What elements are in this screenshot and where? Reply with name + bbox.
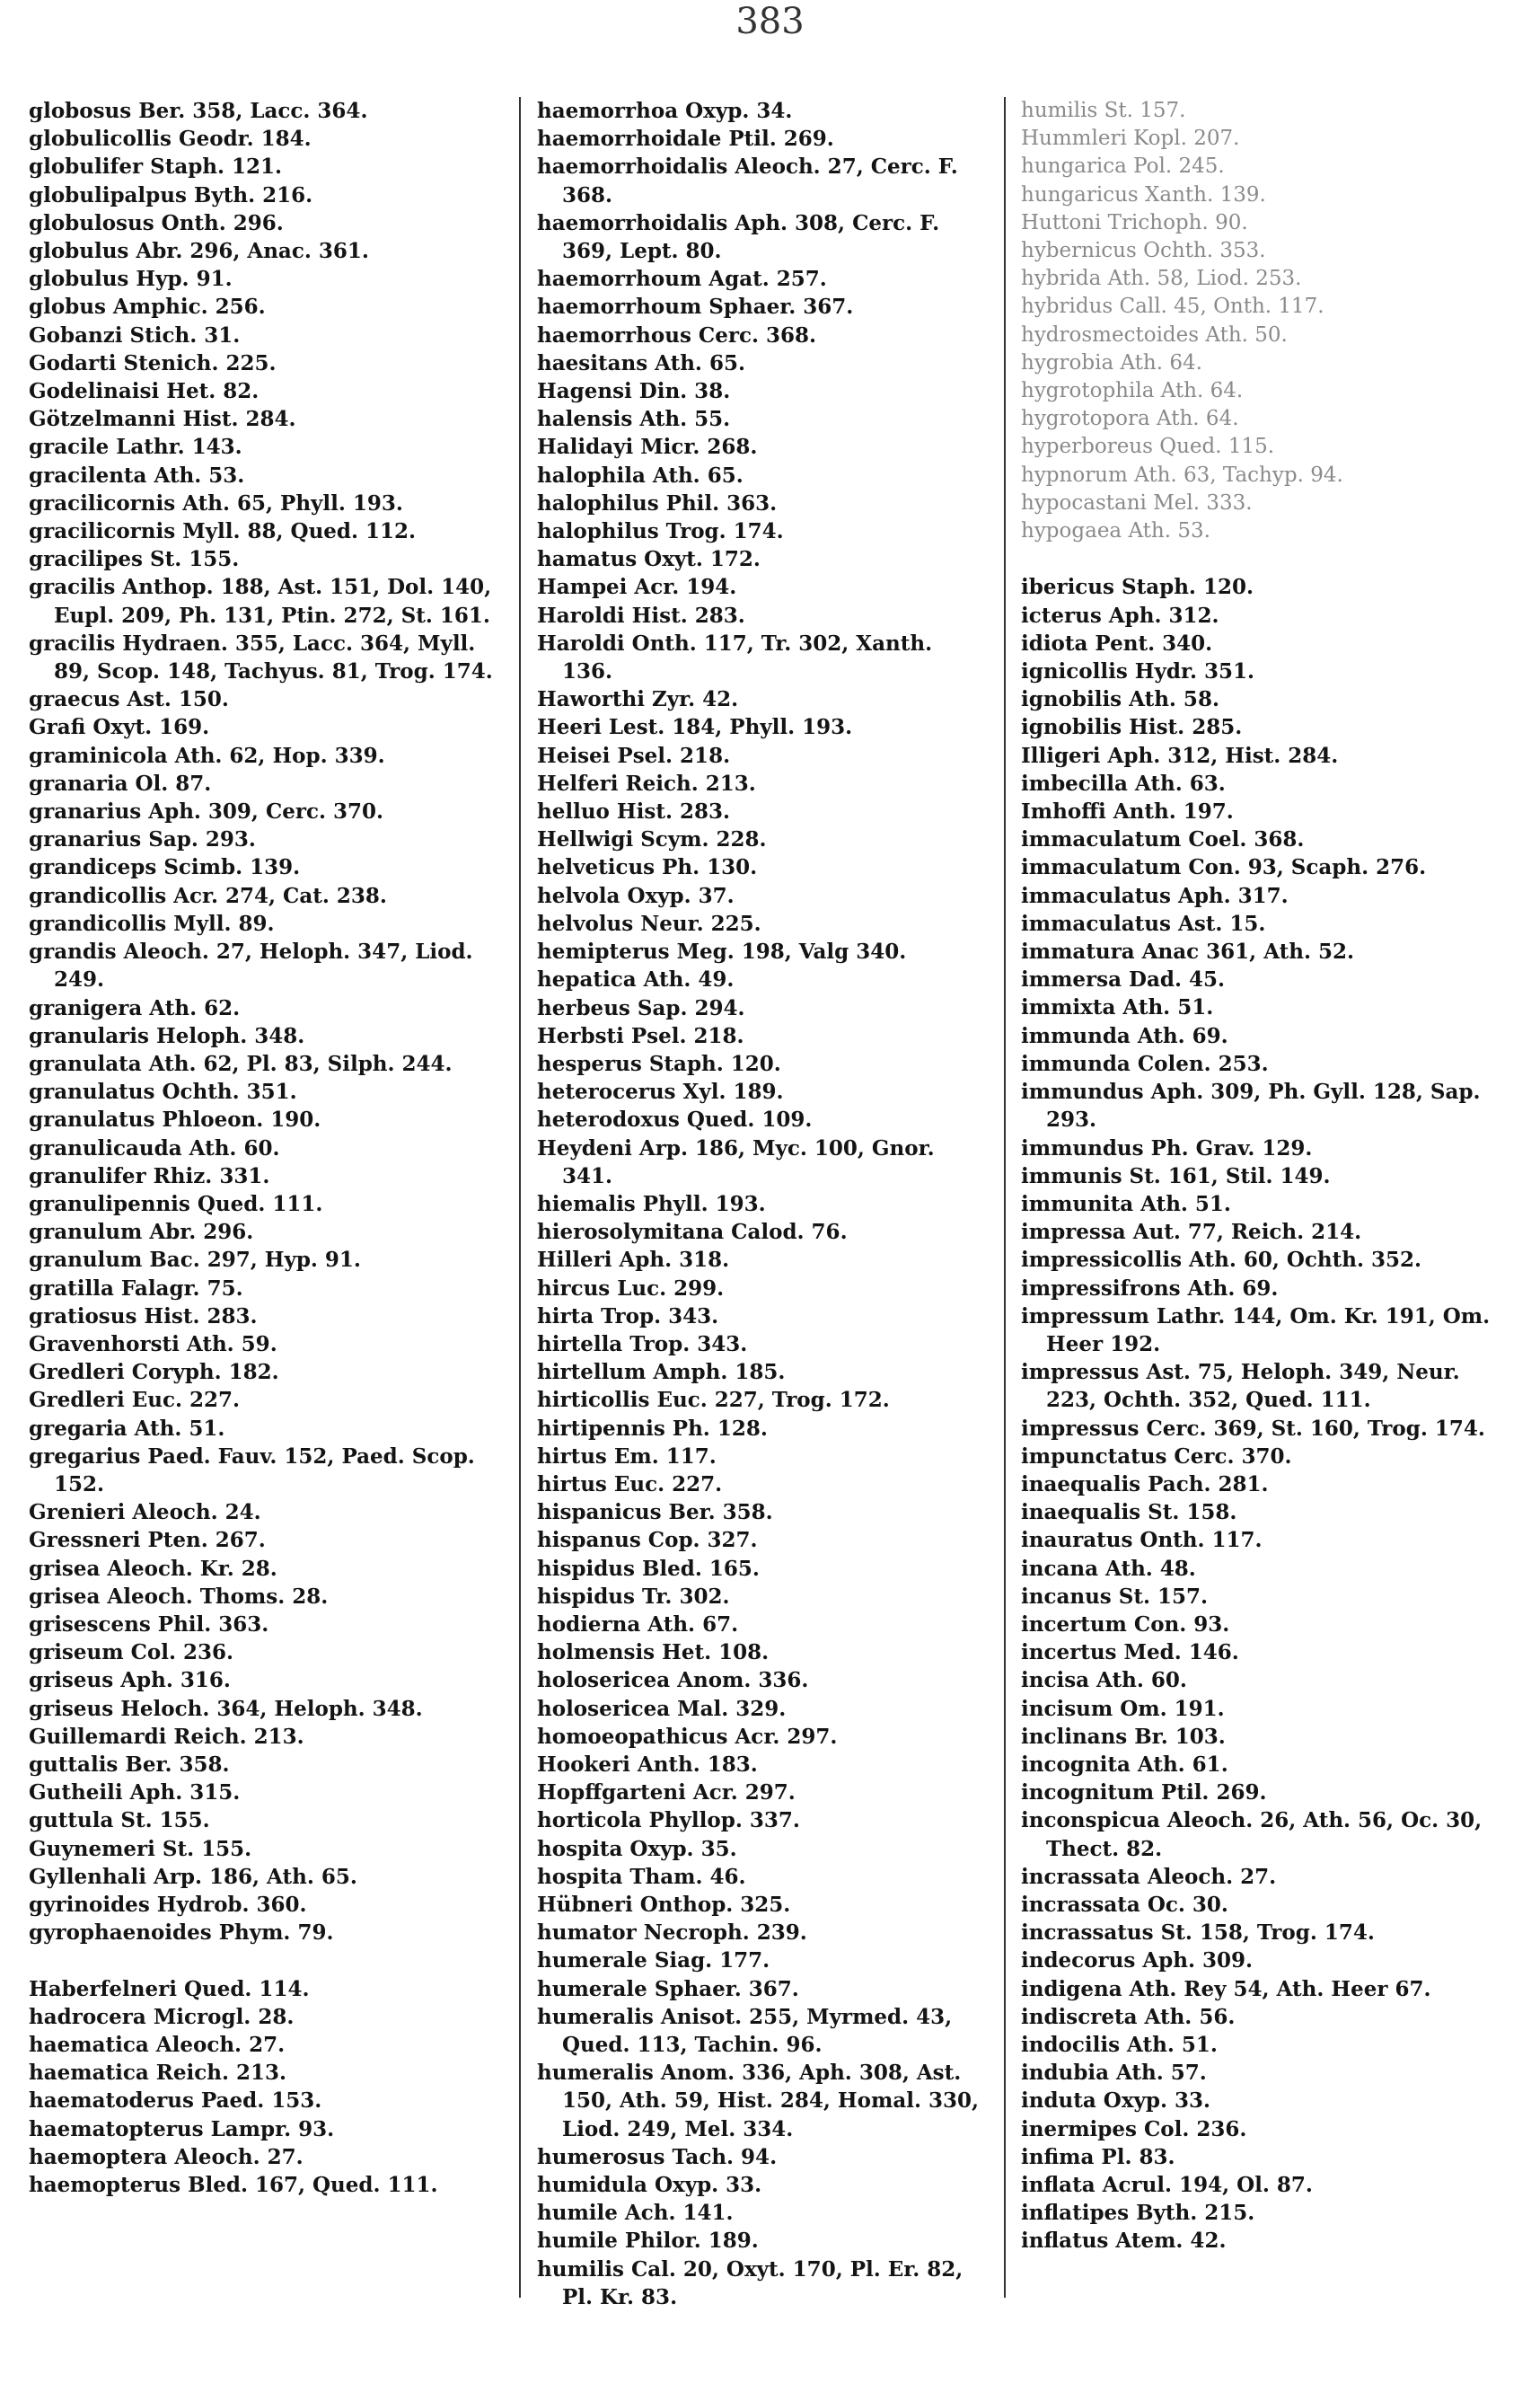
index-entry: globulus Abr. 296, Anac. 361. bbox=[29, 239, 369, 264]
index-entry: globus Amphic. 256. bbox=[29, 295, 266, 320]
section-gap bbox=[1021, 545, 1515, 573]
index-entry: halophila Ath. 65. bbox=[537, 463, 744, 488]
index-entry: holosericea Mal. 329. bbox=[537, 1696, 787, 1721]
index-entry: herbeus Sap. 294. bbox=[537, 995, 745, 1020]
index-entry: heterocerus Xyl. 189. bbox=[537, 1080, 784, 1105]
index-entry: Grenieri Aleoch. 24. bbox=[29, 1500, 261, 1525]
index-entry: imbecilla Ath. 63. bbox=[1021, 771, 1226, 796]
index-entry: haemorrhoa Oxyp. 34. bbox=[537, 99, 793, 123]
index-entry: graminicola Ath. 62, Hop. 339. bbox=[29, 743, 385, 768]
index-entry: humile Ach. 141. bbox=[537, 2201, 734, 2226]
column-divider bbox=[519, 97, 521, 2298]
index-entry: Godarti Stenich. 225. bbox=[29, 350, 277, 375]
index-entry: impunctatus Cerc. 370. bbox=[1021, 1443, 1292, 1469]
index-entry: immersa Dad. 45. bbox=[1021, 967, 1225, 993]
index-entry: indiscreta Ath. 56. bbox=[1021, 2004, 1236, 2029]
index-entry: Halidayi Micr. 268. bbox=[537, 435, 758, 460]
index-entry: indecorus Aph. 309. bbox=[1021, 1948, 1253, 1973]
index-entry: incertus Med. 146. bbox=[1021, 1640, 1239, 1665]
index-entry: immaculatus Ast. 15. bbox=[1021, 911, 1266, 936]
index-entry: humilis St. 157. bbox=[1021, 99, 1186, 122]
index-entry: guttula St. 155. bbox=[29, 1808, 210, 1833]
index-entry: Haworthi Zyr. 42. bbox=[537, 687, 739, 712]
index-entry: horticola Phyllop. 337. bbox=[537, 1808, 800, 1833]
index-entry: impressifrons Ath. 69. bbox=[1021, 1276, 1279, 1301]
index-entry: inaequalis Pach. 281. bbox=[1021, 1471, 1269, 1496]
column-divider bbox=[1004, 97, 1006, 2298]
index-entry: hospita Oxyp. 35. bbox=[537, 1836, 737, 1861]
index-entry: Gressneri Pten. 267. bbox=[29, 1528, 266, 1553]
index-entry: Hellwigi Scym. 228. bbox=[537, 827, 767, 852]
index-entry: heterodoxus Qued. 109. bbox=[537, 1108, 813, 1133]
index-entry: Hübneri Onthop. 325. bbox=[537, 1893, 791, 1917]
section-gap bbox=[29, 1946, 509, 1974]
index-entry: gyrinoides Hydrob. 360. bbox=[29, 1893, 307, 1917]
index-entry: ibericus Staph. 120. bbox=[1021, 575, 1254, 600]
index-entry: hispidus Tr. 302. bbox=[537, 1584, 730, 1609]
index-entry: gracilenta Ath. 53. bbox=[29, 463, 245, 488]
index-entry: haemorrhoidale Ptil. 269. bbox=[537, 127, 834, 152]
index-entry: Gutheili Aph. 315. bbox=[29, 1780, 241, 1805]
index-entry: holmensis Het. 108. bbox=[537, 1640, 770, 1665]
index-entry: hemipterus Meg. 198, Valg 340. bbox=[537, 940, 907, 965]
index-entry: halophilus Phil. 363. bbox=[537, 490, 778, 516]
index-entry: hyperboreus Qued. 115. bbox=[1021, 435, 1275, 459]
index-entry: granarius Sap. 293. bbox=[29, 827, 256, 852]
index-entry: indocilis Ath. 51. bbox=[1021, 2033, 1218, 2057]
index-entry: Guillemardi Reich. 213. bbox=[29, 1724, 304, 1749]
index-entry: impressicollis Ath. 60, Ochth. 352. bbox=[1021, 1248, 1422, 1273]
index-entry: granulipennis Qued. 111. bbox=[29, 1191, 323, 1216]
index-entry: hodierna Ath. 67. bbox=[537, 1611, 739, 1637]
index-entry: inconspicua Aleoch. 26, Ath. 56, Oc. 30, Thect. 82. bbox=[1021, 1808, 1483, 1861]
index-entry: granarius Aph. 309, Cerc. 370. bbox=[29, 799, 384, 825]
index-entry: humerale Sphaer. 367. bbox=[537, 1976, 799, 2001]
index-entry: hybernicus Ochth. 353. bbox=[1021, 239, 1266, 263]
index-entry: ignicollis Hydr. 351. bbox=[1021, 659, 1255, 684]
index-entry: hospita Tham. 46. bbox=[537, 1864, 746, 1889]
index-entry: Hopffgarteni Acr. 297. bbox=[537, 1780, 796, 1805]
index-entry: Helferi Reich. 213. bbox=[537, 771, 756, 796]
index-entry: Illigeri Aph. 312, Hist. 284. bbox=[1021, 743, 1339, 768]
index-entry: haemorrhoidalis Aph. 308, Cerc. F. 369, Lept. 80. bbox=[537, 210, 940, 264]
index-entry: haemorrhoum Agat. 257. bbox=[537, 267, 827, 292]
index-entry: haemorrhous Cerc. 368. bbox=[537, 322, 817, 348]
index-entry: humile Philor. 189. bbox=[537, 2229, 759, 2254]
index-entry: grandis Aleoch. 27, Heloph. 347, Liod. 249. bbox=[29, 940, 473, 993]
index-entry: hamatus Oxyt. 172. bbox=[537, 547, 761, 572]
index-entry: guttalis Ber. 358. bbox=[29, 1752, 230, 1777]
index-entry: granigera Ath. 62. bbox=[29, 995, 241, 1020]
page-number: 383 bbox=[735, 1, 805, 42]
index-entry: hiemalis Phyll. 193. bbox=[537, 1191, 766, 1216]
index-entry: immunita Ath. 51. bbox=[1021, 1191, 1231, 1216]
index-entry: impressus Ast. 75, Heloph. 349, Neur. 223, Ochth. 352, Qued. 111. bbox=[1021, 1360, 1460, 1413]
index-entry: induta Oxyp. 33. bbox=[1021, 2088, 1211, 2114]
index-entry: incognitum Ptil. 269. bbox=[1021, 1780, 1267, 1805]
index-entry: grisea Aleoch. Thoms. 28. bbox=[29, 1584, 329, 1609]
index-entry: griseus Aph. 316. bbox=[29, 1668, 231, 1693]
index-entry: Gobanzi Stich. 31. bbox=[29, 322, 241, 348]
index-entry: gracile Lathr. 143. bbox=[29, 435, 242, 460]
index-entry: gyrophaenoides Phym. 79. bbox=[29, 1920, 334, 1946]
index-entry: homoeopathicus Acr. 297. bbox=[537, 1724, 838, 1749]
index-entry: Haroldi Hist. 283. bbox=[537, 603, 745, 628]
index-entry: Gravenhorsti Ath. 59. bbox=[29, 1331, 277, 1356]
index-entry: hirticollis Euc. 227, Trog. 172. bbox=[537, 1388, 890, 1413]
index-entry: humerosus Tach. 94. bbox=[537, 2144, 778, 2169]
index-entry: gregaria Ath. 51. bbox=[29, 1416, 225, 1441]
index-entry: incisa Ath. 60. bbox=[1021, 1668, 1187, 1693]
index-entry: gregarius Paed. Fauv. 152, Paed. Scop. 152. bbox=[29, 1443, 475, 1496]
index-entry: hispanicus Ber. 358. bbox=[537, 1500, 773, 1525]
index-entry: indubia Ath. 57. bbox=[1021, 2061, 1207, 2086]
index-entry: granulum Bac. 297, Hyp. 91. bbox=[29, 1248, 361, 1273]
index-entry: infima Pl. 83. bbox=[1021, 2144, 1175, 2169]
index-entry: immaculatus Aph. 317. bbox=[1021, 883, 1289, 908]
index-entry: Haberfelneri Qued. 114. bbox=[29, 1976, 310, 2001]
index-entry: gracilicornis Ath. 65, Phyll. 193. bbox=[29, 490, 403, 516]
index-entry: globulifer Staph. 121. bbox=[29, 154, 283, 180]
index-column-3 bbox=[1021, 97, 1515, 2255]
index-entry: incisum Om. 191. bbox=[1021, 1696, 1225, 1721]
index-entry: hirtipennis Ph. 128. bbox=[537, 1416, 768, 1441]
index-entry: Hagensi Din. 38. bbox=[537, 379, 731, 404]
index-entry: impressus Cerc. 369, St. 160, Trog. 174. bbox=[1021, 1416, 1485, 1441]
index-entry: hirtella Trop. 343. bbox=[537, 1331, 748, 1356]
index-entry: inflatus Atem. 42. bbox=[1021, 2229, 1227, 2254]
index-entry: Haroldi Onth. 117, Tr. 302, Xanth. 136. bbox=[537, 631, 933, 684]
index-entry: humerale Siag. 177. bbox=[537, 1948, 770, 1973]
index-entry: granaria Ol. 87. bbox=[29, 771, 212, 796]
index-entry: grandiceps Scimb. 139. bbox=[29, 855, 301, 880]
index-entry: incrassata Oc. 30. bbox=[1021, 1892, 1228, 1917]
index-entry: gracilicornis Myll. 88, Qued. 112. bbox=[29, 519, 417, 544]
index-entry: inaequalis St. 158. bbox=[1021, 1500, 1237, 1525]
index-entry: hircus Luc. 299. bbox=[537, 1276, 725, 1301]
index-entry: helveticus Ph. 130. bbox=[537, 855, 758, 880]
index-entry: halensis Ath. 55. bbox=[537, 407, 731, 432]
index-entry: grandicollis Acr. 274, Cat. 238. bbox=[29, 883, 387, 908]
index-entry: Guynemeri St. 155. bbox=[29, 1836, 252, 1861]
index-entry: granulifer Rhiz. 331. bbox=[29, 1163, 270, 1188]
index-entry: Gredleri Euc. 227. bbox=[29, 1388, 240, 1413]
index-entry: inclinans Br. 103. bbox=[1021, 1724, 1226, 1749]
index-entry: grisea Aleoch. Kr. 28. bbox=[29, 1556, 277, 1581]
index-entry: graecus Ast. 150. bbox=[29, 687, 229, 712]
index-entry: haemorrhoidalis Aleoch. 27, Cerc. F. 368. bbox=[537, 154, 958, 207]
index-entry: hirtellum Amph. 185. bbox=[537, 1360, 786, 1385]
index-entry: granularis Heloph. 348. bbox=[29, 1023, 305, 1048]
index-entry: inflata Acrul. 194, Ol. 87. bbox=[1021, 2173, 1313, 2198]
index-entry: globulosus Onth. 296. bbox=[29, 210, 284, 235]
index-entry: Hummleri Kopl. 207. bbox=[1021, 127, 1240, 151]
index-entry: haematopterus Lampr. 93. bbox=[29, 2116, 335, 2141]
index-entry: hungaricus Xanth. 139. bbox=[1021, 182, 1266, 207]
index-entry: humilis Cal. 20, Oxyt. 170, Pl. Er. 82, Pl. Kr. 83. bbox=[537, 2256, 964, 2309]
index-entry: halophilus Trog. 174. bbox=[537, 519, 784, 544]
index-entry: hybrida Ath. 58, Liod. 253. bbox=[1021, 267, 1302, 291]
index-entry: grandicollis Myll. 89. bbox=[29, 911, 275, 936]
index-entry: hygrobia Ath. 64. bbox=[1021, 350, 1202, 375]
index-entry: haemopterus Bled. 167, Qued. 111. bbox=[29, 2173, 438, 2198]
index-entry: hybridus Call. 45, Onth. 117. bbox=[1021, 295, 1324, 319]
index-entry: grisescens Phil. 363. bbox=[29, 1611, 269, 1637]
index-entry: Götzelmanni Hist. 284. bbox=[29, 407, 296, 432]
index-entry: Heydeni Arp. 186, Myc. 100, Gnor. 341. bbox=[537, 1135, 935, 1188]
index-entry: immunda Colen. 253. bbox=[1021, 1051, 1269, 1076]
index-entry: indigena Ath. Rey 54, Ath. Heer 67. bbox=[1021, 1976, 1431, 2001]
index-entry: gracilipes St. 155. bbox=[29, 547, 240, 572]
index-entry: Gyllenhali Arp. 186, Ath. 65. bbox=[29, 1864, 357, 1889]
index-entry: hydrosmectoides Ath. 50. bbox=[1021, 322, 1288, 347]
index-entry: idiota Pent. 340. bbox=[1021, 631, 1213, 656]
index-entry: hispanus Cop. 327. bbox=[537, 1528, 758, 1553]
index-entry: humator Necroph. 239. bbox=[537, 1920, 807, 1946]
index-entry: haemorrhoum Sphaer. 367. bbox=[537, 295, 854, 320]
index-entry: hygrotopora Ath. 64. bbox=[1021, 407, 1239, 431]
index-entry: hesperus Staph. 120. bbox=[537, 1051, 781, 1076]
index-entry: globulus Hyp. 91. bbox=[29, 267, 233, 292]
index-entry: immaculatum Con. 93, Scaph. 276. bbox=[1021, 855, 1427, 880]
index-entry: globulicollis Geodr. 184. bbox=[29, 127, 312, 152]
index-entry: hungarica Pol. 245. bbox=[1021, 154, 1225, 179]
index-entry: Heisei Psel. 218. bbox=[537, 743, 731, 768]
index-entry: Hookeri Anth. 183. bbox=[537, 1752, 758, 1777]
index-column-2 bbox=[537, 97, 986, 2311]
index-entry: gracilis Hydraen. 355, Lacc. 364, Myll. 89, Scop. 148, Tachyus. 81, Trog. 174. bbox=[29, 631, 493, 684]
index-entry: granulatus Ochth. 351. bbox=[29, 1080, 297, 1105]
index-entry: immatura Anac 361, Ath. 52. bbox=[1021, 940, 1355, 965]
index-entry: inauratus Onth. 117. bbox=[1021, 1528, 1263, 1553]
index-entry: humeralis Anisot. 255, Myrmed. 43, Qued. 113, Tachin. 96. bbox=[537, 2004, 953, 2058]
index-entry: Gredleri Coryph. 182. bbox=[29, 1360, 279, 1385]
index-entry: icterus Aph. 312. bbox=[1021, 603, 1219, 628]
index-entry: hypnorum Ath. 63, Tachyp. 94. bbox=[1021, 463, 1343, 487]
index-entry: globosus Ber. 358, Lacc. 364. bbox=[29, 99, 368, 123]
index-entry: Godelinaisi Het. 82. bbox=[29, 379, 260, 404]
index-entry: granulata Ath. 62, Pl. 83, Silph. 244. bbox=[29, 1051, 453, 1076]
index-entry: granulum Abr. 296. bbox=[29, 1220, 254, 1245]
index-entry: humeralis Anom. 336, Aph. 308, Ast. 150, Ath. 59, Hist. 284, Homal. 330, Liod. 249, Mel. 334. bbox=[537, 2061, 980, 2141]
index-entry: haematica Reich. 213. bbox=[29, 2061, 287, 2086]
index-entry: gratilla Falagr. 75. bbox=[29, 1276, 243, 1301]
index-entry: inflatipes Byth. 215. bbox=[1021, 2201, 1255, 2226]
index-entry: holosericea Anom. 336. bbox=[537, 1668, 809, 1693]
index-entry: Huttoni Trichoph. 90. bbox=[1021, 210, 1248, 234]
index-entry: immixta Ath. 51. bbox=[1021, 995, 1214, 1020]
index-entry: impressa Aut. 77, Reich. 214. bbox=[1021, 1220, 1362, 1245]
index-entry: humidula Oxyp. 33. bbox=[537, 2173, 762, 2198]
index-entry: globulipalpus Byth. 216. bbox=[29, 182, 313, 207]
index-entry: helvolus Neur. 225. bbox=[537, 911, 761, 936]
index-entry: hirtus Em. 117. bbox=[537, 1443, 717, 1469]
index-column-1 bbox=[29, 97, 509, 2199]
index-entry: Herbsti Psel. 218. bbox=[537, 1023, 744, 1048]
index-entry: incertum Con. 93. bbox=[1021, 1611, 1230, 1637]
index-entry: haematica Aleoch. 27. bbox=[29, 2033, 286, 2057]
index-entry: incana Ath. 48. bbox=[1021, 1556, 1196, 1581]
index-entry: hierosolymitana Calod. 76. bbox=[537, 1220, 848, 1245]
index-entry: granulatus Phloeon. 190. bbox=[29, 1108, 321, 1133]
index-entry: Imhoffi Anth. 197. bbox=[1021, 799, 1234, 825]
index-entry: incrassata Aleoch. 27. bbox=[1021, 1864, 1277, 1889]
index-entry: hepatica Ath. 49. bbox=[537, 967, 735, 993]
index-entry: hygrotophila Ath. 64. bbox=[1021, 379, 1244, 403]
index-entry: immundus Ph. Grav. 129. bbox=[1021, 1135, 1313, 1161]
index-entry: helvola Oxyp. 37. bbox=[537, 883, 735, 908]
index-entry: helluo Hist. 283. bbox=[537, 799, 730, 825]
index-entry: inermipes Col. 236. bbox=[1021, 2116, 1247, 2141]
index-entry: Grafi Oxyt. 169. bbox=[29, 715, 210, 740]
index-entry: griseum Col. 236. bbox=[29, 1640, 234, 1665]
index-entry: hadrocera Microgl. 28. bbox=[29, 2004, 295, 2029]
index-entry: immunda Ath. 69. bbox=[1021, 1023, 1228, 1048]
index-entry: hypogaea Ath. 53. bbox=[1021, 519, 1210, 543]
index-entry: incognita Ath. 61. bbox=[1021, 1752, 1228, 1777]
index-entry: immunis St. 161, Stil. 149. bbox=[1021, 1163, 1331, 1188]
index-entry: hirtus Euc. 227. bbox=[537, 1471, 723, 1496]
index-entry: gratiosus Hist. 283. bbox=[29, 1303, 258, 1328]
index-entry: hispidus Bled. 165. bbox=[537, 1556, 760, 1581]
index-entry: impressum Lathr. 144, Om. Kr. 191, Om. Heer 192. bbox=[1021, 1303, 1491, 1356]
index-entry: incrassatus St. 158, Trog. 174. bbox=[1021, 1920, 1375, 1946]
index-entry: immaculatum Coel. 368. bbox=[1021, 827, 1305, 852]
index-entry: haemoptera Aleoch. 27. bbox=[29, 2144, 304, 2169]
index-entry: hirta Trop. 343. bbox=[537, 1303, 719, 1328]
index-entry: griseus Heloch. 364, Heloph. 348. bbox=[29, 1696, 423, 1721]
index-entry: Hampei Acr. 194. bbox=[537, 575, 737, 600]
index-entry: ignobilis Hist. 285. bbox=[1021, 715, 1243, 740]
index-entry: ignobilis Ath. 58. bbox=[1021, 687, 1219, 712]
index-entry: haesitans Ath. 65. bbox=[537, 350, 745, 375]
index-entry: incanus St. 157. bbox=[1021, 1584, 1209, 1609]
index-entry: immundus Aph. 309, Ph. Gyll. 128, Sap. 293. bbox=[1021, 1080, 1481, 1133]
index-entry: Heeri Lest. 184, Phyll. 193. bbox=[537, 715, 853, 740]
index-entry: hypocastani Mel. 333. bbox=[1021, 490, 1253, 515]
index-entry: Hilleri Aph. 318. bbox=[537, 1248, 730, 1273]
index-entry: haematoderus Paed. 153. bbox=[29, 2088, 322, 2114]
index-entry: gracilis Anthop. 188, Ast. 151, Dol. 140, Eupl. 209, Ph. 131, Ptin. 272, St. 161. bbox=[29, 575, 492, 628]
index-entry: granulicauda Ath. 60. bbox=[29, 1135, 280, 1161]
